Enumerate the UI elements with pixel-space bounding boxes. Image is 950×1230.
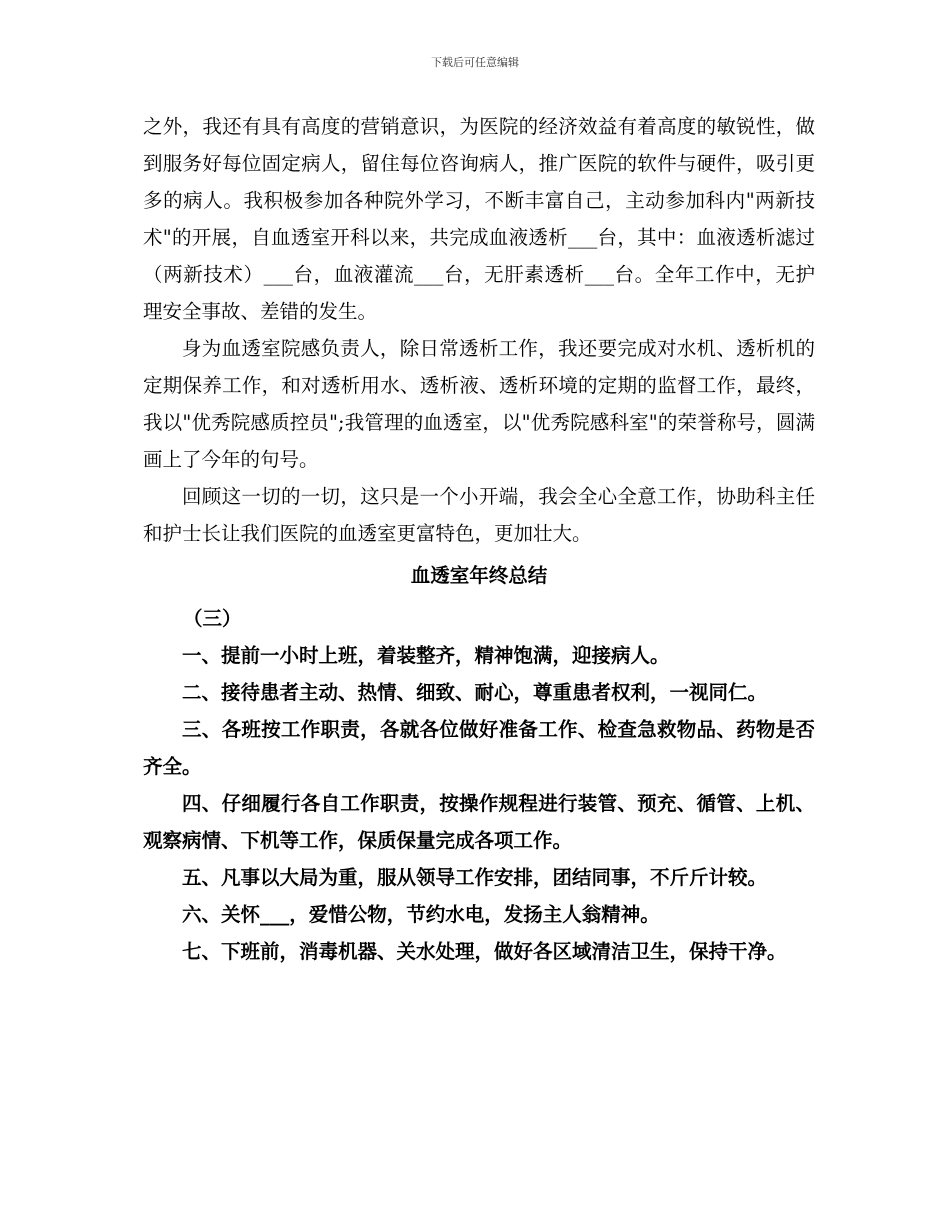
list-item: 二、接待患者主动、热情、细致、耐心，尊重患者权利，一视同仁。 [182,681,768,704]
section-title: 血透室年终总结 [410,564,548,587]
page-header: 下载后可任意编辑 [431,56,519,69]
paragraph-review: 回顾这一切的一切，这只是一个小开端，我会全心全意工作，协助科主任和护士长让我们医院的血透室更富特色，更加壮大。 [143,485,815,545]
list-item: 四、仔细履行各自工作职责，按操作规程进行装管、预充、循管、上机、观察病情、下机等工作，保质保量完成各项工作。 [143,792,815,852]
paragraph-infection-control: 身为血透室院感负责人，除日常透析工作，我还要完成对水机、透析机的定期保养工作，和对透析用水、透析液、透析环境的定期的监督工作，最终，我以"优秀院感质控员";我管理的血透室，以"优秀院感科室"的荣誉称号，圆满画上了今年的句号。 [143,337,815,471]
list-item: 六、关怀___，爱惜公物，节约水电，发扬主人翁精神。 [182,903,660,926]
list-item: 一、提前一小时上班，着装整齐，精神饱满，迎接病人。 [182,644,670,667]
document-body [143,108,815,970]
list-item: 七、下班前，消毒机器、关水处理，做好各区域清洁卫生，保持干净。 [182,940,787,963]
section-subtitle: （三） [183,607,242,630]
list-item: 五、凡事以大局为重，服从领导工作安排，团结同事，不斤斤计较。 [182,866,768,889]
list-item: 三、各班按工作职责，各就各位做好准备工作、检查急救物品、药物是否齐全。 [143,718,815,778]
paragraph-continuation: 之外，我还有具有高度的营销意识，为医院的经济效益有着高度的敏锐性，做到服务好每位固定病人，留住每位咨询病人，推广医院的软件与硬件，吸引更多的病人。我积极参加各种院外学习，不断丰富自己，主动参加科内"两新技术"的开展，自血透室开科以来，共完成血液透析___台，其中：血液透析滤过（两新技术）___台，血液灌流___台，无肝素透析___台。全年工作中，无护理安全事故、差错的发生。 [143,115,815,323]
